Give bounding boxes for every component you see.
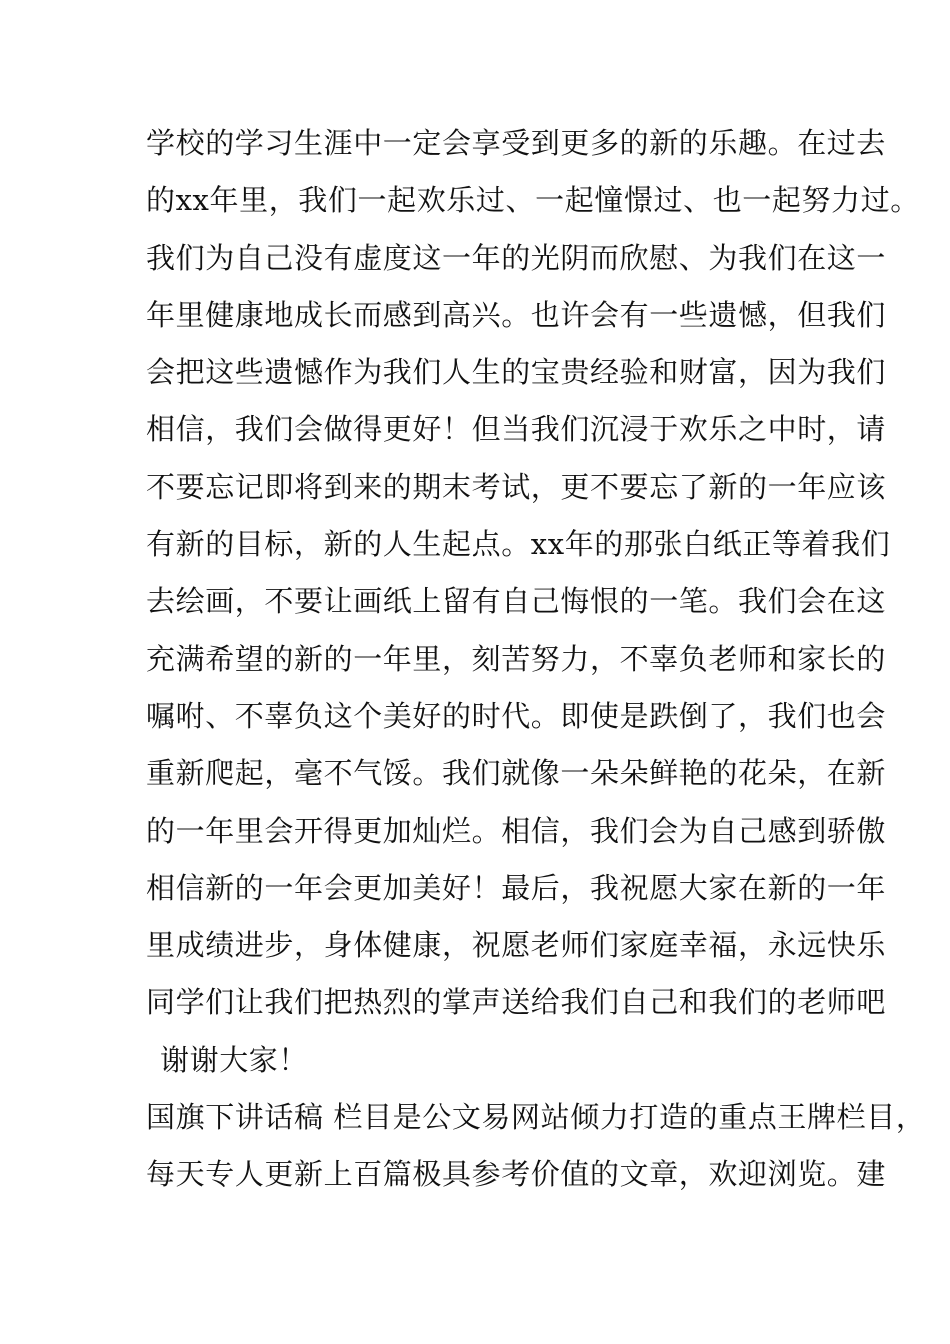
text-line-6: 相信，我们会做得更好！但当我们沉浸于欢乐之中时，请 [146, 412, 887, 447]
text-line-14: 相信新的一年会更加美好！最后，我祝愿大家在新的一年 [146, 870, 887, 905]
text-line-7: 不要忘记即将到来的期末考试，更不要忘了新的一年应该 [146, 469, 887, 504]
text-line-10: 充满希望的新的一年里，刻苦努力，不辜负老师和家长的 [146, 641, 887, 676]
text-line-9: 去绘画，不要让画纸上留有自己悔恨的一笔。我们会在这 [146, 584, 887, 619]
text-line-daily-update: 每天专人更新上百篇极具参考价值的文章，欢迎浏览。建 [146, 1157, 887, 1192]
body-text [146, 115, 926, 1204]
text-line-12: 重新爬起，毫不气馁。我们就像一朵朵鲜艳的花朵，在新 [146, 756, 887, 791]
text-line-13: 的一年里会开得更加灿烂。相信，我们会为自己感到骄傲 [146, 813, 887, 848]
text-line-thanks: 谢谢大家！ [160, 1042, 309, 1077]
text-line-1: 学校的学习生涯中一定会享受到更多的新的乐趣。在过去 [146, 126, 887, 160]
text-line-16: 同学们让我们把热烈的掌声送给我们自己和我们的老师吧 [146, 985, 887, 1020]
text-line-3: 我们为自己没有虚度这一年的光阴而欣慰、为我们在这一 [146, 240, 887, 275]
text-line-2: 的xx年里，我们一起欢乐过、一起憧憬过、也一起努力过。 [146, 183, 920, 218]
text-line-column-note: 国旗下讲话稿 栏目是公文易网站倾力打造的重点王牌栏目， [146, 1100, 926, 1135]
text-line-4: 年里健康地成长而感到高兴。也许会有一些遗憾，但我们 [146, 297, 887, 332]
text-line-15: 里成绩进步，身体健康，祝愿老师们家庭幸福，永远快乐 [146, 928, 887, 963]
text-line-11: 嘱咐、不辜负这个美好的时代。即使是跌倒了，我们也会 [146, 698, 887, 733]
text-line-8: 有新的目标，新的人生起点。xx年的那张白纸正等着我们 [146, 527, 891, 562]
text-line-5: 会把这些遗憾作为我们人生的宝贵经验和财富，因为我们 [146, 355, 887, 390]
